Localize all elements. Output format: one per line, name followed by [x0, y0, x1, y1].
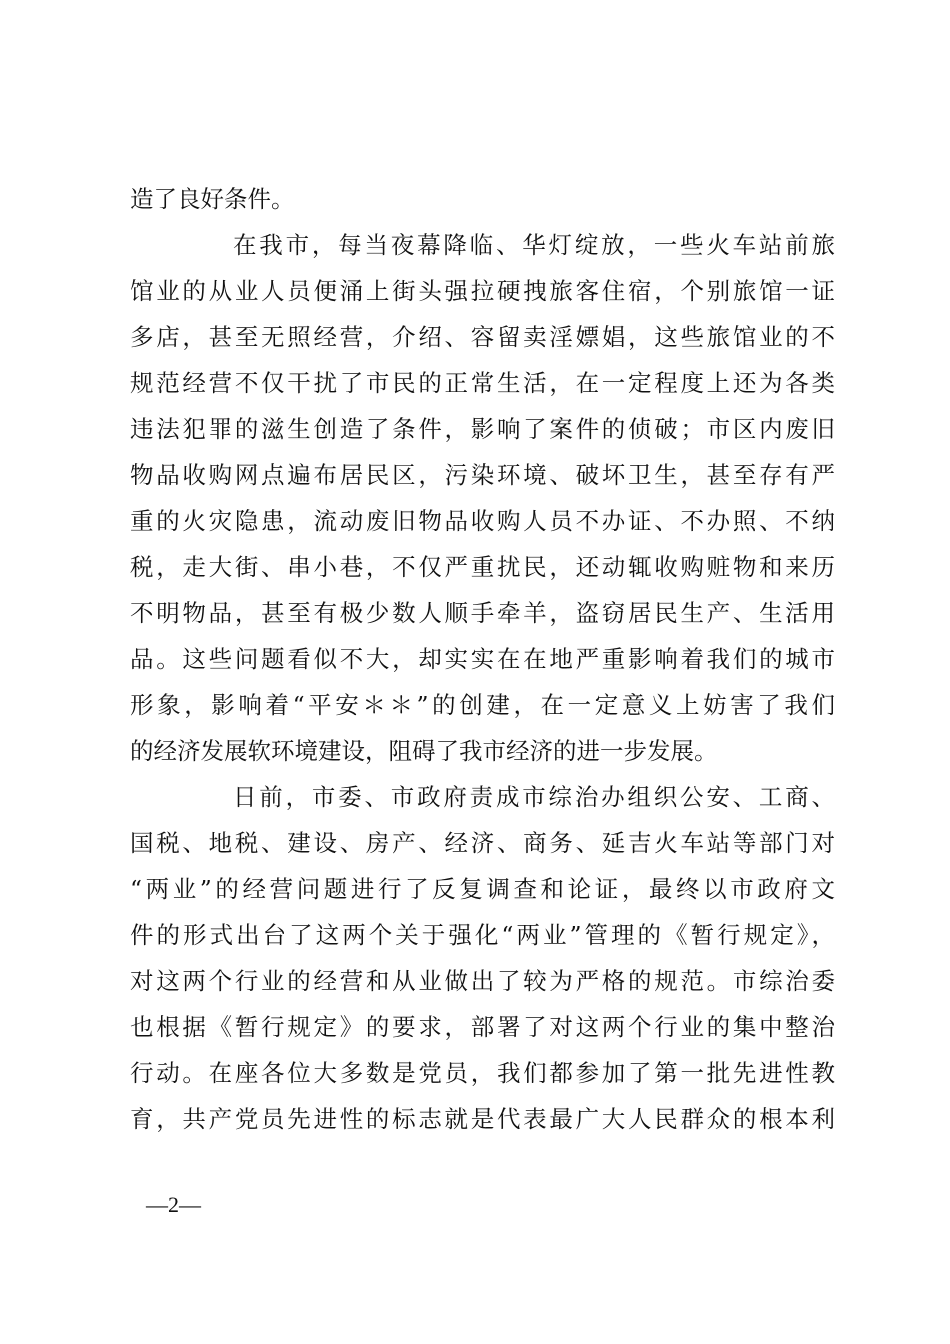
text-line: 重的火灾隐患，流动废旧物品收购人员不办证、不办照、不纳 — [130, 507, 835, 535]
page-number: —2— — [146, 1192, 201, 1217]
text-line: 违法犯罪的滋生创造了条件，影响了案件的侦破；市区内废旧 — [130, 415, 835, 443]
text-line: 规范经营不仅干扰了市民的正常生活，在一定程度上还为各类 — [130, 369, 835, 397]
text-line: 国税、地税、建设、房产、经济、商务、延吉火车站等部门对 — [130, 829, 835, 857]
text-line: 不明物品，甚至有极少数人顺手牵羊，盗窃居民生产、生活用 — [130, 599, 835, 627]
text-line: “两业”的经营问题进行了反复调查和论证，最终以市政府文 — [130, 875, 835, 903]
text-line: 育，共产党员先进性的标志就是代表最广大人民群众的根本利 — [130, 1105, 835, 1133]
text-line: 形象，影响着“平安＊＊”的创建，在一定意义上妨害了我们 — [130, 691, 835, 719]
text-line: 的经济发展软环境建设，阻碍了我市经济的进一步发展。 — [130, 737, 718, 765]
text-line: 行动。在座各位大多数是党员，我们都参加了第一批先进性教 — [130, 1059, 835, 1087]
text-line: 在我市，每当夜幕降临、华灯绽放，一些火车站前旅 — [233, 231, 835, 259]
text-line: 造了良好条件。 — [130, 185, 295, 213]
text-line: 多店，甚至无照经营，介绍、容留卖淫嫖娼，这些旅馆业的不 — [130, 323, 835, 351]
text-line: 对这两个行业的经营和从业做出了较为严格的规范。市综治委 — [130, 967, 835, 995]
text-line: 税，走大街、串小巷，不仅严重扰民，还动辄收购赃物和来历 — [130, 553, 835, 581]
text-line: 件的形式出台了这两个关于强化“两业”管理的《暂行规定》， — [130, 921, 835, 949]
text-line: 也根据《暂行规定》的要求，部署了对这两个行业的集中整治 — [130, 1013, 835, 1041]
text-line: 馆业的从业人员便涌上街头强拉硬拽旅客住宿，个别旅馆一证 — [130, 277, 835, 305]
text-line: 物品收购网点遍布居民区，污染环境、破坏卫生，甚至存有严 — [130, 461, 835, 489]
text-line: 日前，市委、市政府责成市综治办组织公安、工商、 — [233, 783, 835, 811]
text-line: 品。这些问题看似不大，却实实在在地严重影响着我们的城市 — [130, 645, 835, 673]
